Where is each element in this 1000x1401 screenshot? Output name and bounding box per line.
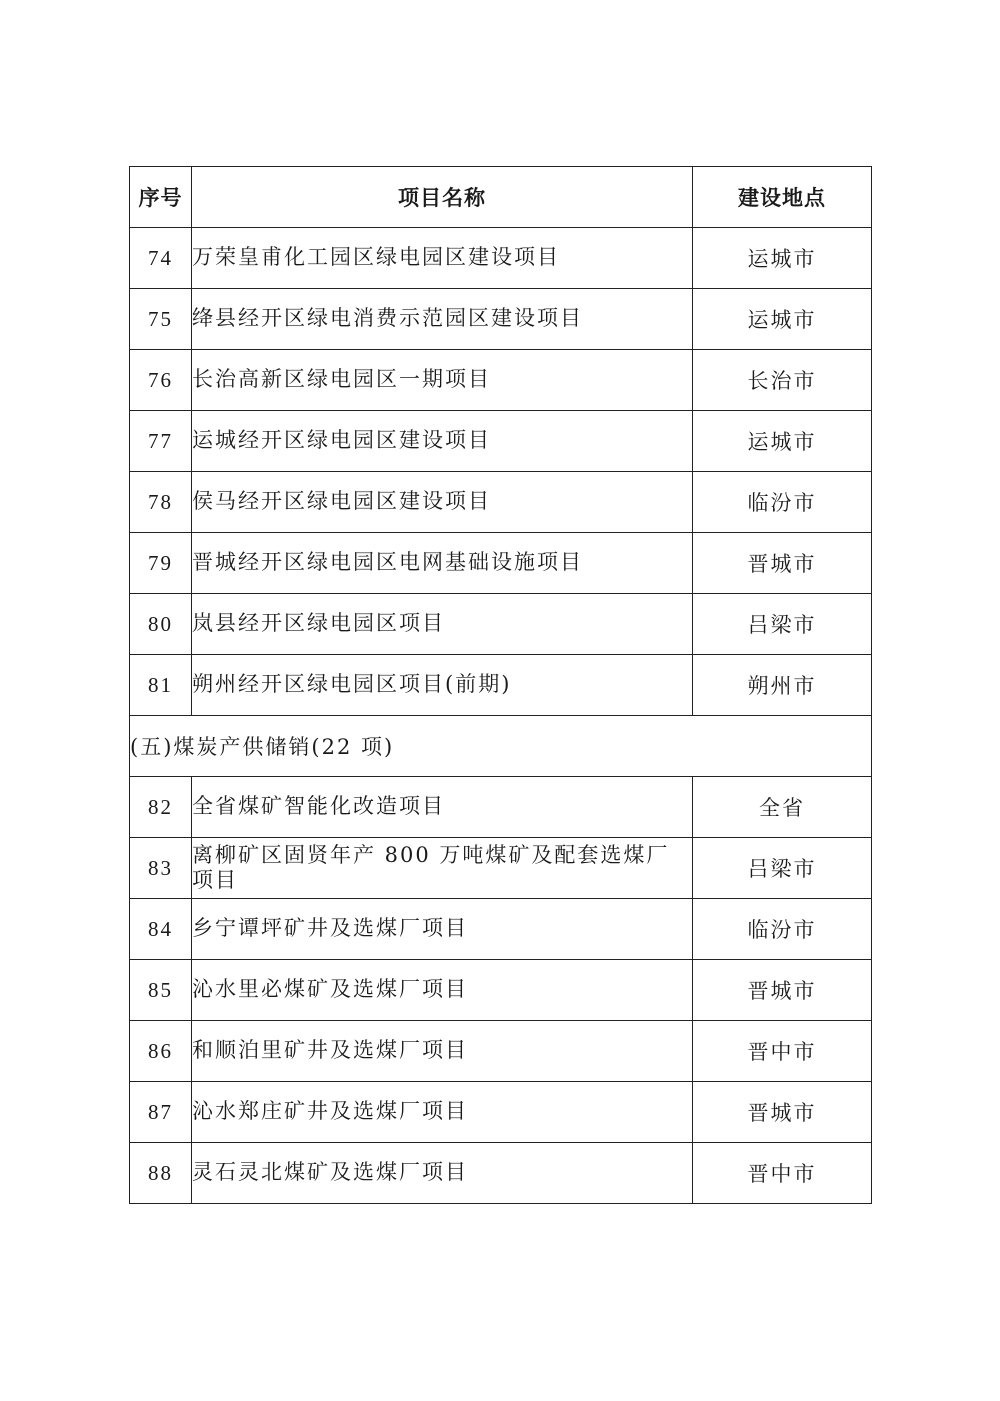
table-row — [130, 838, 872, 899]
header-location: 建设地点 — [693, 167, 872, 228]
row-number: 80 — [130, 594, 192, 655]
table-body-a — [130, 228, 872, 716]
row-number: 82 — [130, 777, 192, 838]
row-project-name: 乡宁谭坪矿井及选煤厂项目 — [192, 899, 693, 960]
row-location: 全省 — [693, 777, 872, 838]
row-number: 75 — [130, 289, 192, 350]
table-body-b — [130, 777, 872, 1204]
header-name: 项目名称 — [192, 167, 693, 228]
row-project-name: 沁水郑庄矿井及选煤厂项目 — [192, 1082, 693, 1143]
table-row — [130, 350, 872, 411]
row-location: 运城市 — [693, 228, 872, 289]
row-project-name: 岚县经开区绿电园区项目 — [192, 594, 693, 655]
row-project-name: 和顺泊里矿井及选煤厂项目 — [192, 1021, 693, 1082]
row-number: 86 — [130, 1021, 192, 1082]
row-location: 运城市 — [693, 289, 872, 350]
row-location: 朔州市 — [693, 655, 872, 716]
table-row — [130, 1082, 872, 1143]
row-project-name: 沁水里必煤矿及选煤厂项目 — [192, 960, 693, 1021]
table-row — [130, 1021, 872, 1082]
row-location: 晋城市 — [693, 960, 872, 1021]
table-header-row — [130, 167, 872, 228]
row-project-name: 侯马经开区绿电园区建设项目 — [192, 472, 693, 533]
table-row — [130, 777, 872, 838]
row-number: 74 — [130, 228, 192, 289]
row-location: 长治市 — [693, 350, 872, 411]
table-row — [130, 655, 872, 716]
row-project-name: 晋城经开区绿电园区电网基础设施项目 — [192, 533, 693, 594]
row-location: 吕梁市 — [693, 838, 872, 899]
row-project-name: 全省煤矿智能化改造项目 — [192, 777, 693, 838]
row-location: 晋中市 — [693, 1143, 872, 1204]
row-location: 运城市 — [693, 411, 872, 472]
row-number: 76 — [130, 350, 192, 411]
table-row — [130, 533, 872, 594]
section-title: (五)煤炭产供储销(22 项) — [130, 716, 872, 777]
table-row — [130, 472, 872, 533]
row-number: 77 — [130, 411, 192, 472]
row-location: 晋中市 — [693, 1021, 872, 1082]
table-row — [130, 594, 872, 655]
table-row — [130, 289, 872, 350]
section-body — [130, 716, 872, 777]
row-project-name: 离柳矿区固贤年产 800 万吨煤矿及配套选煤厂项目 — [192, 838, 693, 899]
row-number: 84 — [130, 899, 192, 960]
row-number: 81 — [130, 655, 192, 716]
table-row — [130, 1143, 872, 1204]
row-location: 临汾市 — [693, 899, 872, 960]
table-row — [130, 960, 872, 1021]
row-number: 88 — [130, 1143, 192, 1204]
row-number: 85 — [130, 960, 192, 1021]
row-number: 79 — [130, 533, 192, 594]
row-location: 临汾市 — [693, 472, 872, 533]
row-project-name: 绛县经开区绿电消费示范园区建设项目 — [192, 289, 693, 350]
row-location: 晋城市 — [693, 533, 872, 594]
row-location: 吕梁市 — [693, 594, 872, 655]
table-row — [130, 411, 872, 472]
row-location: 晋城市 — [693, 1082, 872, 1143]
row-project-name: 万荣皇甫化工园区绿电园区建设项目 — [192, 228, 693, 289]
header-no: 序号 — [130, 167, 192, 228]
table-row — [130, 228, 872, 289]
row-project-name: 朔州经开区绿电园区项目(前期) — [192, 655, 693, 716]
row-project-name: 长治高新区绿电园区一期项目 — [192, 350, 693, 411]
row-number: 83 — [130, 838, 192, 899]
row-number: 78 — [130, 472, 192, 533]
section-row — [130, 716, 872, 777]
row-project-name: 灵石灵北煤矿及选煤厂项目 — [192, 1143, 693, 1204]
row-project-name: 运城经开区绿电园区建设项目 — [192, 411, 693, 472]
project-table — [129, 166, 872, 1204]
table-row — [130, 899, 872, 960]
row-number: 87 — [130, 1082, 192, 1143]
